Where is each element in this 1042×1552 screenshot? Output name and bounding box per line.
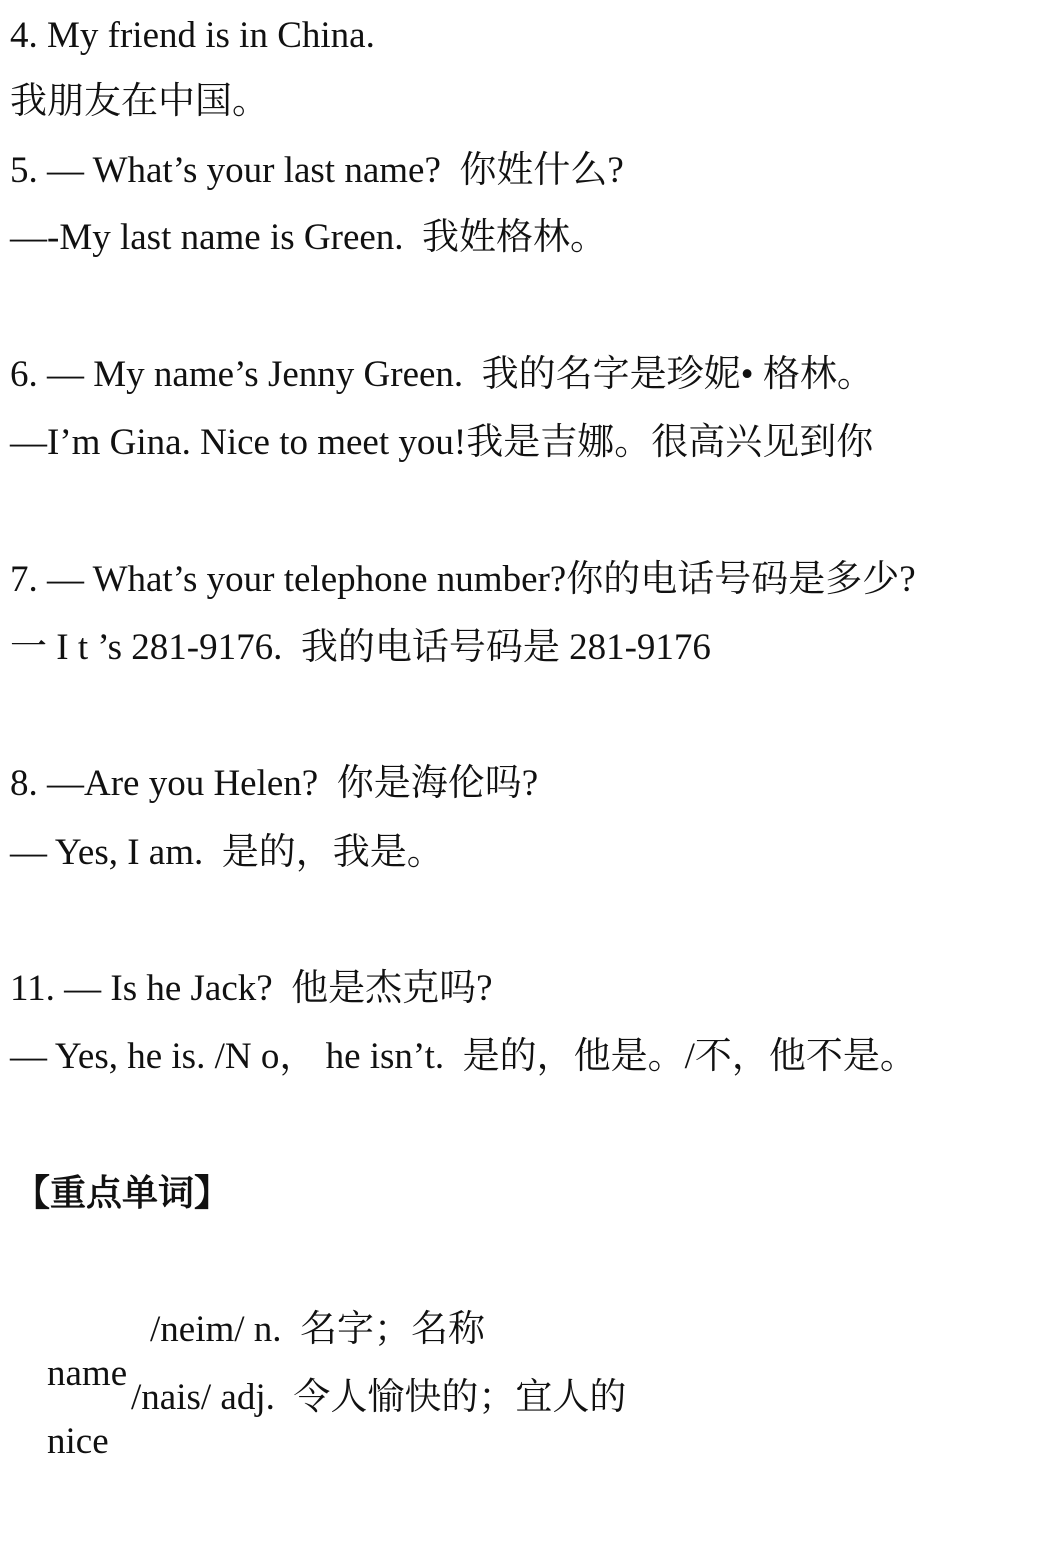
sentence-8-question: 8. —Are you Helen? 你是海伦吗? — [10, 763, 539, 804]
sentence-7-question: 7. — What’s your telephone number?你的电话号码是多少? — [10, 559, 916, 600]
vocab-word: name — [47, 1353, 128, 1394]
sentence-4-chinese: 我朋友在中国。 — [10, 81, 269, 122]
vocab-row-nice — [10, 1376, 1010, 1552]
section-heading: 【重点单词】 — [14, 1173, 231, 1214]
sentence-7-answer: 一 I t ’s 281-9176. 我的电话号码是 281-9176 — [10, 627, 711, 668]
vocab-definition: /nais/ adj. 令人愉快的；宜人的 — [131, 1377, 627, 1418]
sentence-4-english: 4. My friend is in China. — [10, 15, 375, 56]
sentence-11-question: 11. — Is he Jack? 他是杰克吗? — [10, 968, 493, 1009]
sentence-5-answer: —-My last name is Green. 我姓格林。 — [10, 217, 608, 258]
sentence-6-question: 6. — My name’s Jenny Green. 我的名字是珍妮• 格林。 — [10, 354, 874, 395]
vocab-definition: /neim/ n. 名字；名称 — [150, 1309, 486, 1350]
sentence-6-answer: —I’m Gina. Nice to meet you!我是吉娜。很高兴见到你 — [10, 422, 874, 463]
sentence-5-question: 5. — What’s your last name? 你姓什么? — [10, 150, 624, 191]
vocab-word: nice — [47, 1421, 109, 1462]
sentence-11-answer: — Yes, he is. /N o， he isn’t. 是的，他是。/不，他不是。 — [10, 1036, 917, 1077]
sentence-8-answer: — Yes, I am. 是的，我是。 — [10, 832, 444, 873]
